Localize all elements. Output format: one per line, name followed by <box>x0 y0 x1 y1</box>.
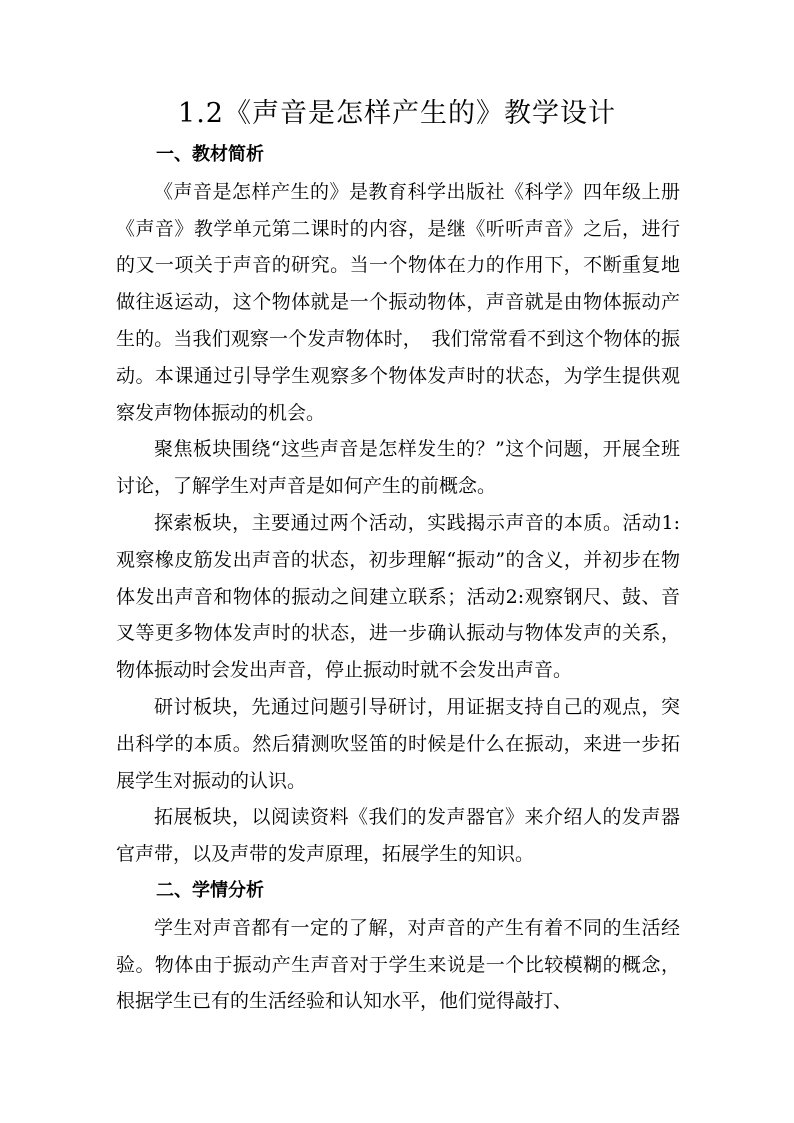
section-heading-student-analysis: 二、学情分析 <box>156 879 264 901</box>
paragraph-lesson-overview: 《声音是怎样产生的》是教育科学出版社《科学》四年级上册《声音》教学单元第二课时的内容，是继《听听声音》之后，进行的又一项关于声音的研究。当一个物体在力的作用下，不断重复地做往返运动，这个物体就是一个振动物体，声音就是由物体振动产生的。当我们观察一个发声物体时， 我们常常看不到这个物体的振动。本课通过引导学生观察多个物体发声时的状态，为学生提供观察发声物体振动的机会。 <box>116 180 680 424</box>
paragraph-extension-section: 拓展板块，以阅读资料《我们的发声器官》来介绍人的发声器官声带，以及声带的发声原理，拓展学生的知识。 <box>116 806 680 866</box>
section-heading-textbook-analysis: 一、教材简析 <box>156 144 264 165</box>
paragraph-discussion-section: 研讨板块，先通过问题引导研讨，用证据支持自己的观点，突出科学的本质。然后猜测吹竖笛的时候是什么在振动，来进一步拓展学生对振动的认识。 <box>116 695 680 792</box>
document-body <box>116 137 680 1020</box>
paragraph-student-experience: 学生对声音都有一定的了解，对声音的产生有着不同的生活经验。物体由于振动产生声音对于学生来说是一个比较模糊的概念，根据学生已有的生活经验和认知水平，他们觉得敲打、 <box>116 916 680 1013</box>
paragraph-focus-section: 聚焦板块围绕“这些声音是怎样发生的？”这个问题，开展全班讨论，了解学生对声音是如何产生的前概念。 <box>116 438 680 498</box>
document-title: 1.2《声音是怎样产生的》教学设计 <box>178 98 616 129</box>
paragraph-explore-section: 探索板块，主要通过两个活动，实践揭示声音的本质。活动1:观察橡皮筋发出声音的状态，初步理解“振动”的含义，并初步在物体发出声音和物体的振动之间建立联系；活动2:观察钢尺、鼓、音叉等更多物体发声时的状态，进一步确认振动与物体发声的关系，物体振动时会发出声音，停止振动时就不会发出声音。 <box>116 511 680 682</box>
